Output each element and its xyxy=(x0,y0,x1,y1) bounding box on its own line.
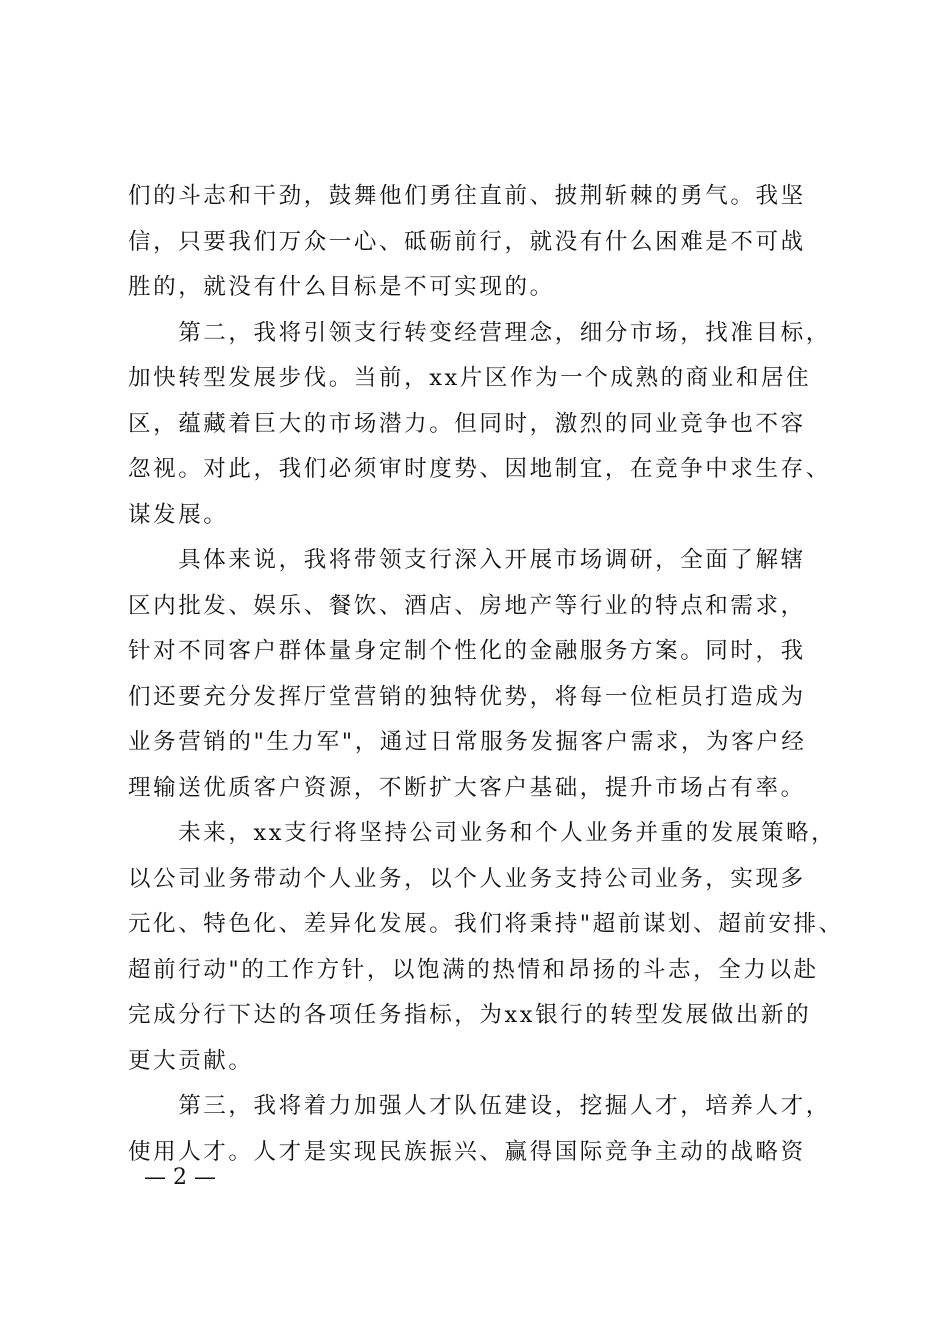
text-line: 完成分行下达的各项任务指标，为xx银行的转型发展做出新的 xyxy=(128,1002,812,1028)
text-line: 加快转型发展步伐。当前，xx片区作为一个成熟的商业和居住 xyxy=(128,365,812,391)
text-line: 元化、特色化、差异化发展。我们将秉持"超前谋划、超前安排、 xyxy=(128,911,844,937)
text-line: 未来，xx支行将坚持公司业务和个人业务并重的发展策略， xyxy=(128,820,837,846)
page-number: — 2 — xyxy=(144,1165,216,1190)
text-line: 区，蕴藏着巨大的市场潜力。但同时，激烈的同业竞争也不容 xyxy=(128,410,806,437)
text-line: 使用人才。人才是实现民族振兴、赢得国际竞争主动的战略资 xyxy=(128,1138,806,1165)
text-line: 针对不同客户群体量身定制个性化的金融服务方案。同时，我 xyxy=(128,638,806,664)
text-line: 更大贡献。 xyxy=(128,1047,254,1074)
text-line: 第三，我将着力加强人才队伍建设，挖掘人才，培养人才， xyxy=(128,1093,831,1119)
text-line: 超前行动"的工作方针，以饱满的热情和昂扬的斗志，全力以赴 xyxy=(128,956,819,983)
text-line: 胜的，就没有什么目标是不可实现的。 xyxy=(128,274,555,300)
text-line: 以公司业务带动个人业务，以个人业务支持公司业务，实现多 xyxy=(128,865,806,892)
text-line: 信，只要我们万众一心、砥砺前行，就没有什么困难是不可战 xyxy=(128,228,806,255)
text-line: 业务营销的"生力军"，通过日常服务发掘客户需求，为客户经 xyxy=(128,729,807,755)
text-line: 具体来说，我将带领支行深入开展市场调研，全面了解辖 xyxy=(128,547,806,573)
body-text xyxy=(128,174,848,1175)
text-line: 忽视。对此，我们必须审时度势、因地制宜，在竞争中求生存、 xyxy=(128,456,831,482)
text-line: 们还要充分发挥厅堂营销的独特优势，将每一位柜员打造成为 xyxy=(128,683,806,710)
text-line: 理输送优质客户资源，不断扩大客户基础，提升市场占有率。 xyxy=(128,774,806,801)
text-line: 谋发展。 xyxy=(128,501,229,528)
text-line: 区内批发、娱乐、餐饮、酒店、房地产等行业的特点和需求， xyxy=(128,592,806,619)
text-line: 第二，我将引领支行转变经营理念，细分市场，找准目标， xyxy=(128,319,831,346)
text-line: 们的斗志和干劲，鼓舞他们勇往直前、披荆斩棘的勇气。我坚 xyxy=(128,183,806,209)
